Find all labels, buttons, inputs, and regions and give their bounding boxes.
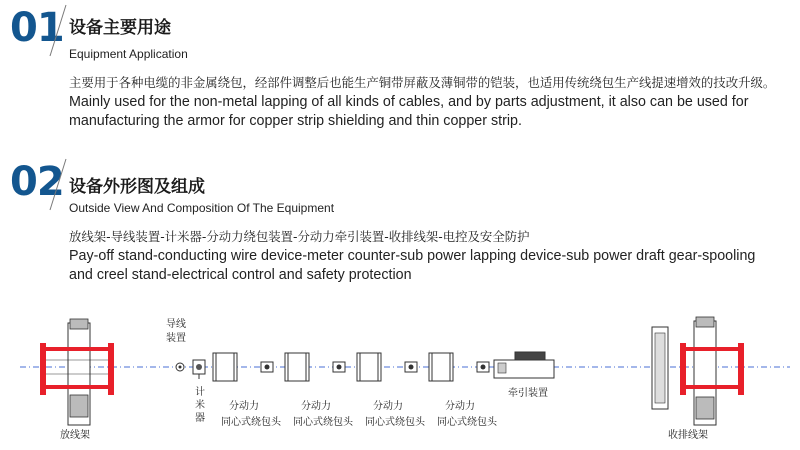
equipment-line-diagram: [0, 305, 800, 450]
section-1-body-en-1: Mainly used for the non-metal lapping of all kinds of cables, and by parts adjustment, it also can be used for: [69, 93, 749, 110]
section-1-body: [69, 73, 789, 132]
traction-label: 牵引装置: [508, 388, 548, 399]
section-1-body-en-2: manufacturing the armor for copper strip shielding and thin copper strip.: [69, 113, 522, 129]
guide-wire-device: [176, 363, 184, 371]
section-1-title-cn: 设备主要用途: [69, 18, 171, 38]
meter-label-2: 米: [195, 400, 205, 411]
section-1-title-en: Equipment Application: [69, 47, 188, 61]
section-2-body-en-2: and creel stand-electrical control and safety protection: [69, 267, 412, 283]
lapping-label-2: 同心式绕包头: [365, 417, 425, 428]
lapping-label-2: 同心式绕包头: [437, 417, 497, 428]
lapping-label-1: 分动力: [301, 401, 331, 412]
section-2-title-en: Outside View And Composition Of The Equipment: [69, 201, 335, 215]
section-2-divider: [48, 158, 68, 212]
lapping-label-1: 分动力: [229, 401, 259, 412]
lapping-label-2: 同心式绕包头: [293, 417, 353, 428]
section-2-title-cn: 设备外形图及组成: [69, 177, 205, 197]
lapping-heads: [213, 353, 498, 428]
meter-counter: [193, 360, 205, 379]
payoff-stand: [40, 319, 114, 425]
section-2-body: [69, 227, 789, 286]
lapping-label-2: 同心式绕包头: [221, 417, 281, 428]
section-1-divider: [48, 4, 68, 58]
lapping-label-1: 分动力: [373, 401, 403, 412]
section-2-body-cn: 放线架-导线装置-计米器-分动力绕包装置-分动力牵引装置-收排线架-电控及安全防护: [69, 229, 530, 244]
lapping-label-1: 分动力: [445, 401, 475, 412]
section-1-body-cn: 主要用于各种电缆的非金属绕包，经部件调整后也能生产铜带屏蔽及薄铜带的铠装，也适用传统绕包生产线提速增效的技改升级。: [69, 75, 776, 90]
traction-device: [494, 352, 554, 378]
payoff-label: 放线架: [60, 430, 90, 441]
guide-label-1: 导线: [166, 319, 186, 330]
section-1-number: 01: [10, 5, 64, 51]
takeup-stand: [652, 317, 744, 425]
guide-label-2: 装置: [166, 333, 186, 344]
meter-label-3: 器: [195, 413, 205, 424]
takeup-label: 收排线架: [668, 430, 708, 441]
section-2-body-en-1: Pay-off stand-conducting wire device-meter counter-sub power lapping device-sub power draft gear-spooling: [69, 247, 756, 264]
section-2-number: 02: [10, 159, 64, 205]
meter-label-1: 计: [195, 387, 205, 398]
